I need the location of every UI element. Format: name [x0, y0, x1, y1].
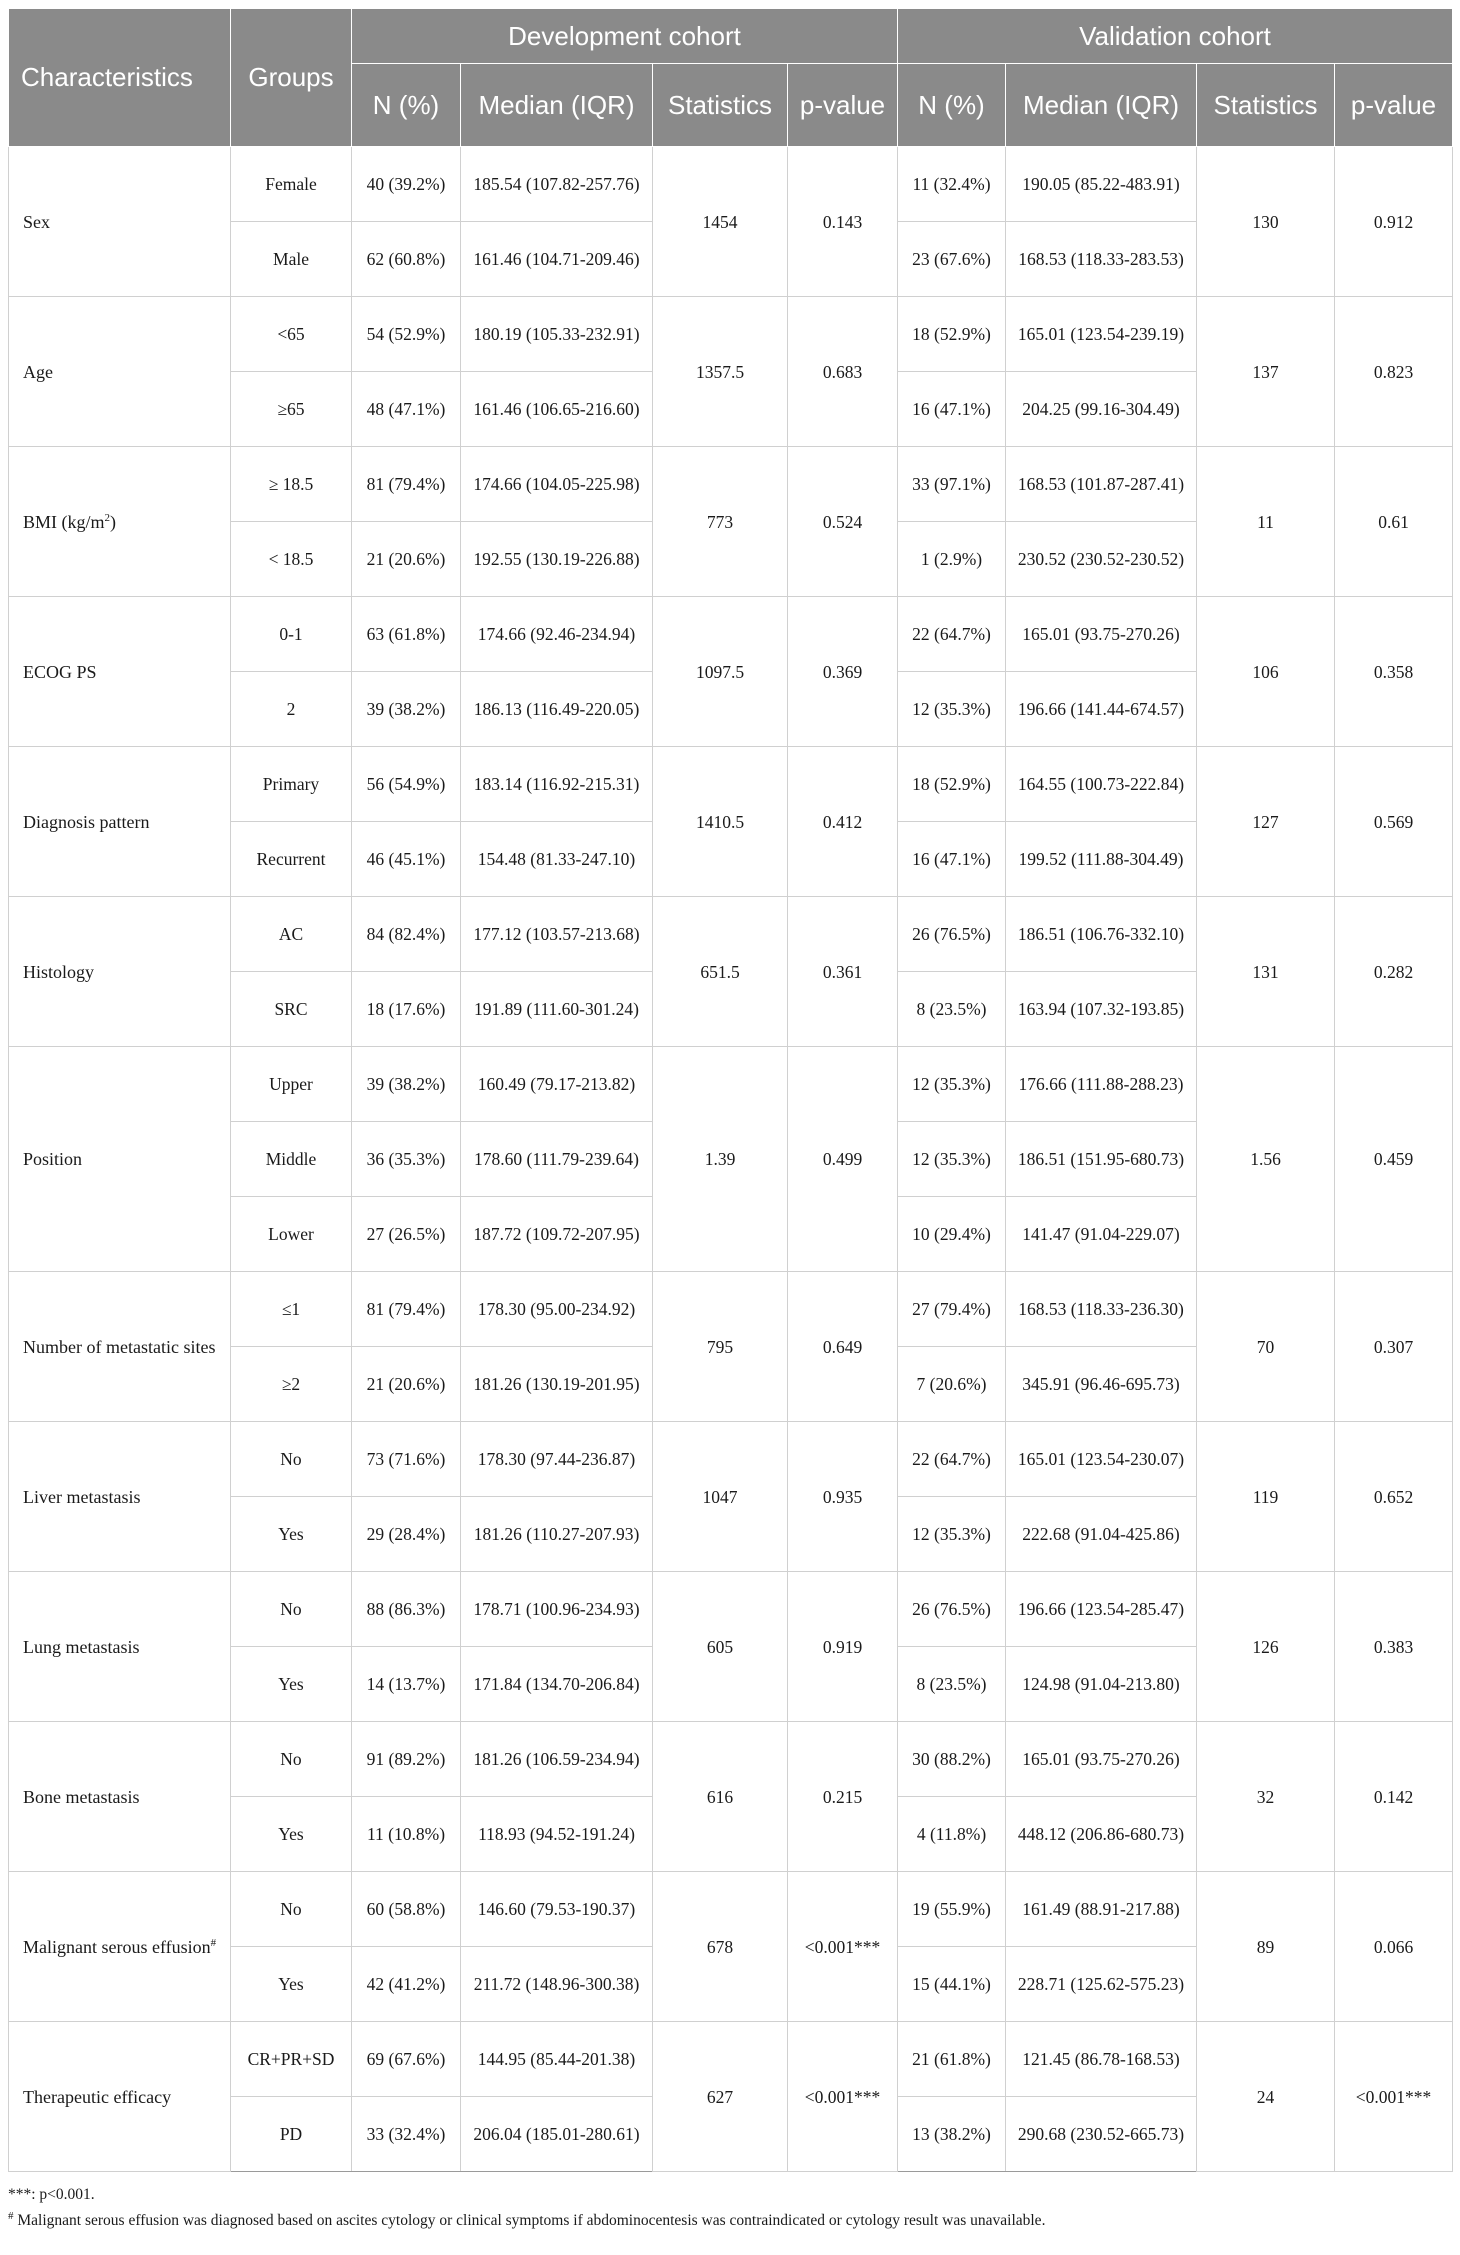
dev-n-pct-cell: 63 (61.8%)	[352, 597, 461, 672]
val-n-pct-cell: 8 (23.5%)	[898, 972, 1006, 1047]
dev-statistics-cell: 1047	[653, 1422, 788, 1572]
dev-p-value-cell: 0.499	[788, 1047, 898, 1272]
dev-n-pct-cell: 11 (10.8%)	[352, 1797, 461, 1872]
dev-median-iqr-cell: 174.66 (104.05-225.98)	[461, 447, 653, 522]
val-p-value-cell: 0.066	[1335, 1872, 1453, 2022]
val-n-pct-cell: 22 (64.7%)	[898, 597, 1006, 672]
dev-n-pct-cell: 54 (52.9%)	[352, 297, 461, 372]
table-row	[9, 1872, 1453, 1947]
group-name: <65	[231, 297, 352, 372]
val-statistics-cell: 70	[1197, 1272, 1335, 1422]
group-name: Yes	[231, 1497, 352, 1572]
val-median-iqr-cell: 199.52 (111.88-304.49)	[1006, 822, 1197, 897]
characteristic-label: ECOG PS	[23, 661, 97, 682]
characteristic-label: Liver metastasis	[23, 1486, 141, 1507]
val-median-iqr-cell: 230.52 (230.52-230.52)	[1006, 522, 1197, 597]
val-n-pct-cell: 26 (76.5%)	[898, 897, 1006, 972]
table-row	[9, 597, 1453, 672]
characteristic-label: Diagnosis pattern	[23, 811, 150, 832]
group-name: Yes	[231, 1797, 352, 1872]
dev-p-value-cell: 0.369	[788, 597, 898, 747]
val-p-value-cell: 0.307	[1335, 1272, 1453, 1422]
dev-median-iqr-cell: 180.19 (105.33-232.91)	[461, 297, 653, 372]
val-n-pct-cell: 13 (38.2%)	[898, 2097, 1006, 2172]
dev-n-pct-cell: 21 (20.6%)	[352, 1347, 461, 1422]
dev-n-pct-cell: 14 (13.7%)	[352, 1647, 461, 1722]
characteristic-label: Therapeutic efficacy	[23, 2086, 172, 2107]
characteristic-ecog-ps	[9, 597, 231, 747]
val-statistics-cell: 89	[1197, 1872, 1335, 2022]
group-name: No	[231, 1572, 352, 1647]
dev-median-iqr-cell: 185.54 (107.82-257.76)	[461, 147, 653, 222]
val-n-pct-cell: 1 (2.9%)	[898, 522, 1006, 597]
val-median-iqr-cell: 204.25 (99.16-304.49)	[1006, 372, 1197, 447]
dev-median-iqr-cell: 154.48 (81.33-247.10)	[461, 822, 653, 897]
dev-median-iqr-cell: 186.13 (116.49-220.05)	[461, 672, 653, 747]
cohort-characteristics-table	[8, 8, 1453, 2172]
header-val-p-value: p-value	[1335, 64, 1453, 147]
val-median-iqr-cell: 196.66 (123.54-285.47)	[1006, 1572, 1197, 1647]
val-median-iqr-cell: 290.68 (230.52-665.73)	[1006, 2097, 1197, 2172]
characteristic-label: Sex	[23, 211, 50, 232]
dev-n-pct-cell: 48 (47.1%)	[352, 372, 461, 447]
characteristic-label: Position	[23, 1149, 83, 1169]
val-p-value-cell: 0.383	[1335, 1572, 1453, 1722]
val-n-pct-cell: 19 (55.9%)	[898, 1872, 1006, 1947]
dev-n-pct-cell: 69 (67.6%)	[352, 2022, 461, 2097]
val-n-pct-cell: 26 (76.5%)	[898, 1572, 1006, 1647]
val-p-value-cell: 0.823	[1335, 297, 1453, 447]
val-n-pct-cell: 8 (23.5%)	[898, 1647, 1006, 1722]
dev-n-pct-cell: 27 (26.5%)	[352, 1197, 461, 1272]
group-name: SRC	[231, 972, 352, 1047]
group-name: Lower	[231, 1197, 352, 1272]
dev-n-pct-cell: 21 (20.6%)	[352, 522, 461, 597]
dev-p-value-cell: 0.935	[788, 1422, 898, 1572]
val-n-pct-cell: 16 (47.1%)	[898, 822, 1006, 897]
group-name: < 18.5	[231, 522, 352, 597]
table-row	[9, 447, 1453, 522]
dev-n-pct-cell: 39 (38.2%)	[352, 672, 461, 747]
val-median-iqr-cell: 141.47 (91.04-229.07)	[1006, 1197, 1197, 1272]
val-n-pct-cell: 11 (32.4%)	[898, 147, 1006, 222]
characteristic-superscript: #	[210, 1936, 217, 1949]
dev-statistics-cell: 1.39	[653, 1047, 788, 1272]
dev-n-pct-cell: 91 (89.2%)	[352, 1722, 461, 1797]
val-p-value-cell: 0.142	[1335, 1722, 1453, 1872]
dev-median-iqr-cell: 206.04 (185.01-280.61)	[461, 2097, 653, 2172]
val-p-value-cell: <0.001***	[1335, 2022, 1453, 2172]
val-n-pct-cell: 18 (52.9%)	[898, 297, 1006, 372]
dev-statistics-cell: 773	[653, 447, 788, 597]
val-statistics-cell: 137	[1197, 297, 1335, 447]
header-dev-n-pct: N (%)	[352, 64, 461, 147]
val-statistics-cell: 32	[1197, 1722, 1335, 1872]
table-row	[9, 897, 1453, 972]
val-median-iqr-cell: 186.51 (106.76-332.10)	[1006, 897, 1197, 972]
dev-median-iqr-cell: 178.30 (97.44-236.87)	[461, 1422, 653, 1497]
val-median-iqr-cell: 176.66 (111.88-288.23)	[1006, 1047, 1197, 1122]
table-page	[8, 8, 1452, 2234]
val-p-value-cell: 0.459	[1335, 1047, 1453, 1272]
group-name: Yes	[231, 1947, 352, 2022]
characteristic-diagnosis-pattern	[9, 747, 231, 897]
val-median-iqr-cell: 165.01 (123.54-239.19)	[1006, 297, 1197, 372]
characteristic-label: Bone metastasis	[23, 1786, 140, 1807]
dev-median-iqr-cell: 178.60 (111.79-239.64)	[461, 1122, 653, 1197]
val-median-iqr-cell: 165.01 (93.75-270.26)	[1006, 1722, 1197, 1797]
val-median-iqr-cell: 186.51 (151.95-680.73)	[1006, 1122, 1197, 1197]
val-median-iqr-cell: 190.05 (85.22-483.91)	[1006, 147, 1197, 222]
dev-statistics-cell: 616	[653, 1722, 788, 1872]
table-row	[9, 2022, 1453, 2097]
dev-n-pct-cell: 46 (45.1%)	[352, 822, 461, 897]
dev-median-iqr-cell: 211.72 (148.96-300.38)	[461, 1947, 653, 2022]
characteristic-sex	[9, 147, 231, 297]
table-row	[9, 1047, 1453, 1122]
dev-median-iqr-cell: 183.14 (116.92-215.31)	[461, 747, 653, 822]
group-name: Primary	[231, 747, 352, 822]
val-median-iqr-cell: 164.55 (100.73-222.84)	[1006, 747, 1197, 822]
dev-n-pct-cell: 40 (39.2%)	[352, 147, 461, 222]
dev-n-pct-cell: 36 (35.3%)	[352, 1122, 461, 1197]
val-n-pct-cell: 16 (47.1%)	[898, 372, 1006, 447]
dev-statistics-cell: 1357.5	[653, 297, 788, 447]
dev-median-iqr-cell: 144.95 (85.44-201.38)	[461, 2022, 653, 2097]
val-median-iqr-cell: 165.01 (123.54-230.07)	[1006, 1422, 1197, 1497]
dev-median-iqr-cell: 171.84 (134.70-206.84)	[461, 1647, 653, 1722]
dev-median-iqr-cell: 187.72 (109.72-207.95)	[461, 1197, 653, 1272]
val-statistics-cell: 11	[1197, 447, 1335, 597]
group-name: Male	[231, 222, 352, 297]
val-n-pct-cell: 15 (44.1%)	[898, 1947, 1006, 2022]
dev-n-pct-cell: 29 (28.4%)	[352, 1497, 461, 1572]
group-name: Female	[231, 147, 352, 222]
val-statistics-cell: 127	[1197, 747, 1335, 897]
val-n-pct-cell: 7 (20.6%)	[898, 1347, 1006, 1422]
dev-p-value-cell: 0.412	[788, 747, 898, 897]
characteristic-superscript: 2	[104, 511, 111, 524]
val-n-pct-cell: 10 (29.4%)	[898, 1197, 1006, 1272]
footnote-effusion-text: Malignant serous effusion was diagnosed based on ascites cytology or clinical symptoms if abdominocentesis was contraindicated or cytology result was unavailable.	[13, 2212, 1046, 2229]
val-median-iqr-cell: 448.12 (206.86-680.73)	[1006, 1797, 1197, 1872]
dev-p-value-cell: 0.649	[788, 1272, 898, 1422]
dev-n-pct-cell: 39 (38.2%)	[352, 1047, 461, 1122]
group-name: No	[231, 1872, 352, 1947]
table-footnotes	[8, 2182, 1452, 2234]
val-median-iqr-cell: 168.53 (101.87-287.41)	[1006, 447, 1197, 522]
val-median-iqr-cell: 161.49 (88.91-217.88)	[1006, 1872, 1197, 1947]
val-p-value-cell: 0.912	[1335, 147, 1453, 297]
dev-p-value-cell: 0.524	[788, 447, 898, 597]
group-name: ≥ 18.5	[231, 447, 352, 522]
table-row	[9, 1272, 1453, 1347]
dev-median-iqr-cell: 178.30 (95.00-234.92)	[461, 1272, 653, 1347]
dev-n-pct-cell: 81 (79.4%)	[352, 447, 461, 522]
footnote-significance: ***: p<0.001.	[8, 2186, 95, 2203]
group-name: No	[231, 1422, 352, 1497]
val-n-pct-cell: 12 (35.3%)	[898, 672, 1006, 747]
characteristic-bmi-kg-m	[9, 447, 231, 597]
characteristic-malignant-serous-effusion	[9, 1872, 231, 2022]
characteristic-number-of-metastatic-sites	[9, 1272, 231, 1422]
val-median-iqr-cell: 168.53 (118.33-236.30)	[1006, 1272, 1197, 1347]
table-row	[9, 1572, 1453, 1647]
dev-median-iqr-cell: 118.93 (94.52-191.24)	[461, 1797, 653, 1872]
group-name: ≤1	[231, 1272, 352, 1347]
dev-statistics-cell: 678	[653, 1872, 788, 2022]
header-validation-cohort: Validation cohort	[898, 9, 1453, 64]
val-n-pct-cell: 27 (79.4%)	[898, 1272, 1006, 1347]
header-development-cohort: Development cohort	[352, 9, 898, 64]
val-p-value-cell: 0.61	[1335, 447, 1453, 597]
dev-n-pct-cell: 62 (60.8%)	[352, 222, 461, 297]
dev-p-value-cell: 0.215	[788, 1722, 898, 1872]
dev-n-pct-cell: 42 (41.2%)	[352, 1947, 461, 2022]
characteristic-label: Histology	[23, 961, 95, 982]
header-groups: Groups	[231, 9, 352, 147]
dev-n-pct-cell: 81 (79.4%)	[352, 1272, 461, 1347]
val-statistics-cell: 24	[1197, 2022, 1335, 2172]
dev-n-pct-cell: 56 (54.9%)	[352, 747, 461, 822]
dev-median-iqr-cell: 181.26 (110.27-207.93)	[461, 1497, 653, 1572]
val-n-pct-cell: 30 (88.2%)	[898, 1722, 1006, 1797]
dev-median-iqr-cell: 174.66 (92.46-234.94)	[461, 597, 653, 672]
val-p-value-cell: 0.569	[1335, 747, 1453, 897]
group-name: ≥2	[231, 1347, 352, 1422]
dev-median-iqr-cell: 161.46 (104.71-209.46)	[461, 222, 653, 297]
characteristic-label-suffix: )	[110, 511, 117, 532]
val-median-iqr-cell: 196.66 (141.44-674.57)	[1006, 672, 1197, 747]
val-n-pct-cell: 23 (67.6%)	[898, 222, 1006, 297]
footnote-mark: #	[8, 2209, 14, 2222]
table-body	[9, 147, 1453, 2172]
characteristic-label: Malignant serous effusion	[23, 1936, 211, 1957]
group-name: Middle	[231, 1122, 352, 1197]
val-n-pct-cell: 33 (97.1%)	[898, 447, 1006, 522]
val-p-value-cell: 0.282	[1335, 897, 1453, 1047]
dev-n-pct-cell: 88 (86.3%)	[352, 1572, 461, 1647]
dev-median-iqr-cell: 177.12 (103.57-213.68)	[461, 897, 653, 972]
dev-median-iqr-cell: 181.26 (130.19-201.95)	[461, 1347, 653, 1422]
dev-statistics-cell: 795	[653, 1272, 788, 1422]
dev-n-pct-cell: 84 (82.4%)	[352, 897, 461, 972]
dev-median-iqr-cell: 146.60 (79.53-190.37)	[461, 1872, 653, 1947]
header-dev-p-value: p-value	[788, 64, 898, 147]
characteristic-label: Number of metastatic sites	[23, 1336, 216, 1357]
characteristic-position	[9, 1047, 231, 1272]
dev-statistics-cell: 1097.5	[653, 597, 788, 747]
group-name: Recurrent	[231, 822, 352, 897]
val-p-value-cell: 0.652	[1335, 1422, 1453, 1572]
dev-statistics-cell: 627	[653, 2022, 788, 2172]
characteristic-bone-metastasis	[9, 1722, 231, 1872]
dev-median-iqr-cell: 191.89 (111.60-301.24)	[461, 972, 653, 1047]
group-name: Yes	[231, 1647, 352, 1722]
val-median-iqr-cell: 163.94 (107.32-193.85)	[1006, 972, 1197, 1047]
val-n-pct-cell: 12 (35.3%)	[898, 1047, 1006, 1122]
val-n-pct-cell: 21 (61.8%)	[898, 2022, 1006, 2097]
dev-median-iqr-cell: 160.49 (79.17-213.82)	[461, 1047, 653, 1122]
val-median-iqr-cell: 345.91 (96.46-695.73)	[1006, 1347, 1197, 1422]
header-val-statistics: Statistics	[1197, 64, 1335, 147]
val-median-iqr-cell: 124.98 (91.04-213.80)	[1006, 1647, 1197, 1722]
table-row	[9, 1422, 1453, 1497]
header-val-median-iqr: Median (IQR)	[1006, 64, 1197, 147]
val-p-value-cell: 0.358	[1335, 597, 1453, 747]
val-statistics-cell: 131	[1197, 897, 1335, 1047]
group-name: 0-1	[231, 597, 352, 672]
val-median-iqr-cell: 165.01 (93.75-270.26)	[1006, 597, 1197, 672]
dev-p-value-cell: <0.001***	[788, 1872, 898, 2022]
dev-statistics-cell: 605	[653, 1572, 788, 1722]
val-n-pct-cell: 12 (35.3%)	[898, 1122, 1006, 1197]
footnote-effusion	[8, 2208, 1452, 2234]
val-median-iqr-cell: 168.53 (118.33-283.53)	[1006, 222, 1197, 297]
val-n-pct-cell: 12 (35.3%)	[898, 1497, 1006, 1572]
characteristic-histology	[9, 897, 231, 1047]
dev-median-iqr-cell: 192.55 (130.19-226.88)	[461, 522, 653, 597]
characteristic-label: BMI (kg/m	[23, 511, 105, 532]
dev-p-value-cell: 0.919	[788, 1572, 898, 1722]
dev-p-value-cell: 0.683	[788, 297, 898, 447]
dev-median-iqr-cell: 178.71 (100.96-234.93)	[461, 1572, 653, 1647]
val-statistics-cell: 106	[1197, 597, 1335, 747]
characteristic-label: Lung metastasis	[23, 1636, 140, 1657]
dev-statistics-cell: 1410.5	[653, 747, 788, 897]
table-row	[9, 1722, 1453, 1797]
val-median-iqr-cell: 121.45 (86.78-168.53)	[1006, 2022, 1197, 2097]
val-statistics-cell: 126	[1197, 1572, 1335, 1722]
header-dev-median-iqr: Median (IQR)	[461, 64, 653, 147]
table-row	[9, 747, 1453, 822]
dev-n-pct-cell: 18 (17.6%)	[352, 972, 461, 1047]
val-median-iqr-cell: 228.71 (125.62-575.23)	[1006, 1947, 1197, 2022]
group-name: ≥65	[231, 372, 352, 447]
val-n-pct-cell: 18 (52.9%)	[898, 747, 1006, 822]
dev-median-iqr-cell: 181.26 (106.59-234.94)	[461, 1722, 653, 1797]
val-n-pct-cell: 22 (64.7%)	[898, 1422, 1006, 1497]
characteristic-age	[9, 297, 231, 447]
characteristic-liver-metastasis	[9, 1422, 231, 1572]
val-statistics-cell: 130	[1197, 147, 1335, 297]
dev-n-pct-cell: 33 (32.4%)	[352, 2097, 461, 2172]
characteristic-label: Age	[23, 361, 53, 382]
dev-statistics-cell: 651.5	[653, 897, 788, 1047]
header-characteristics: Characteristics	[9, 9, 231, 147]
val-statistics-cell: 1.56	[1197, 1047, 1335, 1272]
characteristic-therapeutic-efficacy	[9, 2022, 231, 2172]
characteristic-lung-metastasis	[9, 1572, 231, 1722]
val-statistics-cell: 119	[1197, 1422, 1335, 1572]
group-name: PD	[231, 2097, 352, 2172]
group-name: 2	[231, 672, 352, 747]
dev-median-iqr-cell: 161.46 (106.65-216.60)	[461, 372, 653, 447]
dev-p-value-cell: <0.001***	[788, 2022, 898, 2172]
header-val-n-pct: N (%)	[898, 64, 1006, 147]
group-name: AC	[231, 897, 352, 972]
dev-p-value-cell: 0.143	[788, 147, 898, 297]
val-median-iqr-cell: 222.68 (91.04-425.86)	[1006, 1497, 1197, 1572]
group-name: CR+PR+SD	[231, 2022, 352, 2097]
dev-p-value-cell: 0.361	[788, 897, 898, 1047]
table-row	[9, 297, 1453, 372]
dev-n-pct-cell: 60 (58.8%)	[352, 1872, 461, 1947]
table-row	[9, 147, 1453, 222]
header-dev-statistics: Statistics	[653, 64, 788, 147]
val-n-pct-cell: 4 (11.8%)	[898, 1797, 1006, 1872]
group-name: Upper	[231, 1047, 352, 1122]
group-name: No	[231, 1722, 352, 1797]
dev-statistics-cell: 1454	[653, 147, 788, 297]
dev-n-pct-cell: 73 (71.6%)	[352, 1422, 461, 1497]
